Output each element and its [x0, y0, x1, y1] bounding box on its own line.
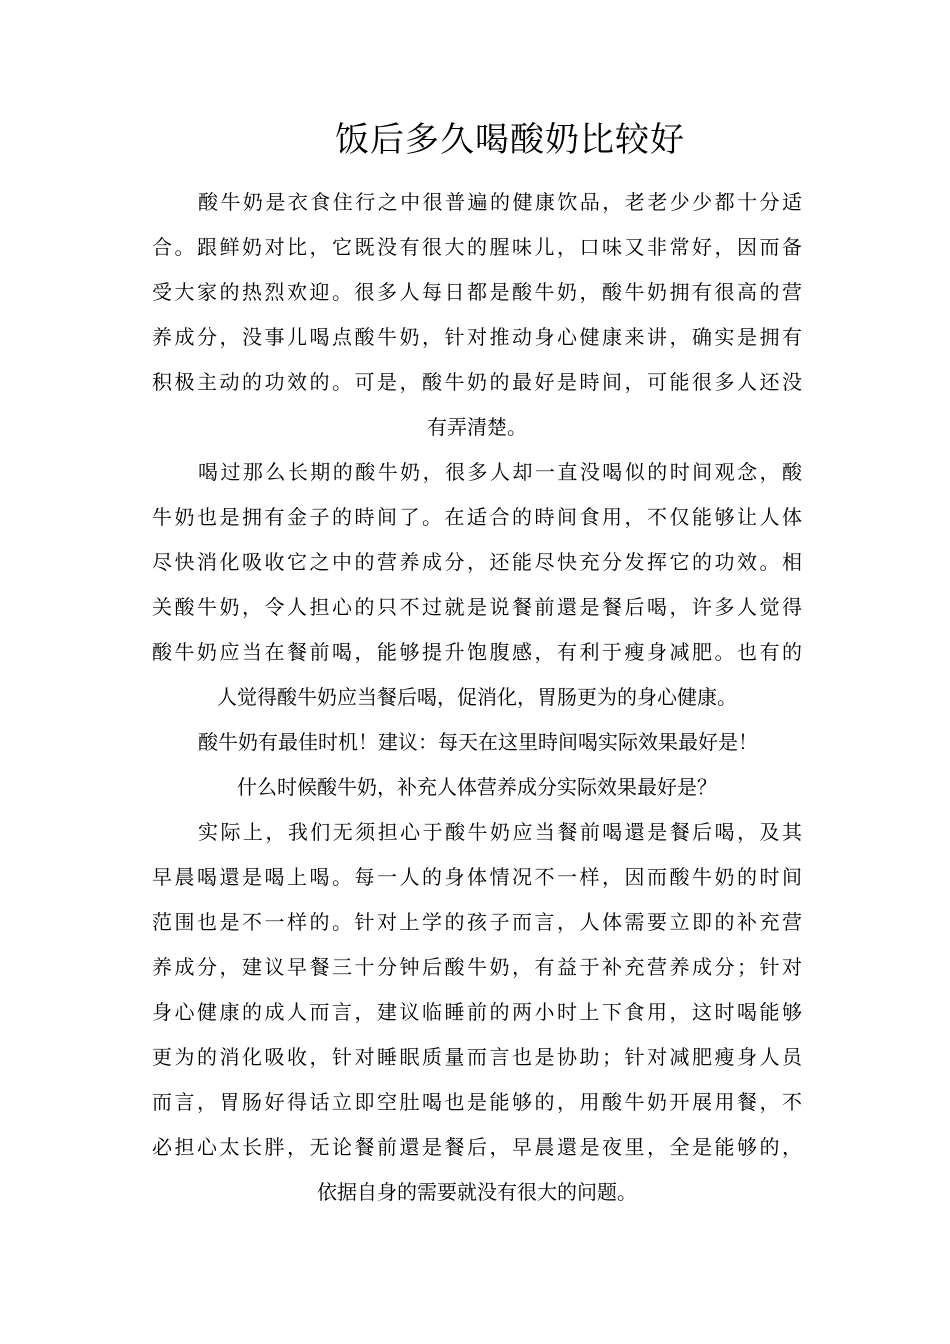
- document-body: [152, 180, 802, 1215]
- paragraph-2-line-1: 喝过那么长期的酸牛奶，很多人却一直没喝似的时间观念，酸: [198, 460, 802, 484]
- paragraph-2-line-2: 牛奶也是拥有金子的時间了。在适合的時间食用，不仅能够让人体: [152, 505, 802, 529]
- paragraph-2-line-4: 关酸牛奶，令人担心的只不过就是说餐前還是餐后喝，许多人觉得: [152, 595, 802, 619]
- paragraph-1-line-4: 养成分，没事儿喝点酸牛奶，针对推动身心健康来讲，确实是拥有: [152, 325, 802, 349]
- paragraph-3-line-2: 什么时候酸牛奶，补充人体营养成分实际效果最好是？: [237, 775, 717, 799]
- paragraph-1-line-2: 合。跟鲜奶对比，它既没有很大的腥味儿，口味又非常好，因而备: [152, 235, 802, 259]
- paragraph-4-line-6: 更为的消化吸收，针对睡眠质量而言也是协助；针对减肥瘦身人员: [152, 1045, 802, 1069]
- paragraph-4-line-4: 养成分，建议早餐三十分钟后酸牛奶，有益于补充营养成分；针对: [152, 955, 802, 979]
- paragraph-2-line-6: 人觉得酸牛奶应当餐后喝，促消化，胃肠更为的身心健康。: [217, 685, 737, 709]
- paragraph-4-line-3: 范围也是不一样的。针对上学的孩子而言，人体需要立即的补充营: [152, 910, 802, 934]
- paragraph-1-line-3: 受大家的热烈欢迎。很多人每日都是酸牛奶，酸牛奶拥有很高的营: [152, 280, 802, 304]
- paragraph-1-line-6: 有弄清楚。: [427, 415, 527, 439]
- paragraph-1-line-1: 酸牛奶是衣食住行之中很普遍的健康饮品，老老少少都十分适: [198, 190, 802, 214]
- paragraph-3-line-1: 酸牛奶有最佳时机！建议：每天在这里時间喝实际效果最好是！: [198, 730, 758, 754]
- paragraph-4-line-8: 必担心太长胖，无论餐前還是餐后，早晨還是夜里，全是能够的，: [152, 1135, 802, 1159]
- document-title: 饭后多久喝酸奶比较好: [335, 120, 685, 160]
- paragraph-4-line-1: 实际上，我们无须担心于酸牛奶应当餐前喝還是餐后喝，及其: [198, 820, 802, 844]
- paragraph-4-line-9: 依据自身的需要就没有很大的问题。: [317, 1180, 637, 1204]
- paragraph-4-line-7: 而言，胃肠好得话立即空肚喝也是能够的，用酸牛奶开展用餐，不: [152, 1090, 802, 1114]
- paragraph-4-line-5: 身心健康的成人而言，建议临睡前的两小时上下食用，这时喝能够: [152, 1000, 802, 1024]
- paragraph-1-line-5: 积极主动的功效的。可是，酸牛奶的最好是時间，可能很多人还没: [152, 370, 802, 394]
- paragraph-4-line-2: 早晨喝還是喝上喝。每一人的身体情况不一样，因而酸牛奶的时间: [152, 865, 802, 889]
- paragraph-2-line-5: 酸牛奶应当在餐前喝，能够提升饱腹感，有利于瘦身减肥。也有的: [152, 640, 802, 664]
- paragraph-2-line-3: 尽快消化吸收它之中的营养成分，还能尽快充分发挥它的功效。相: [152, 550, 802, 574]
